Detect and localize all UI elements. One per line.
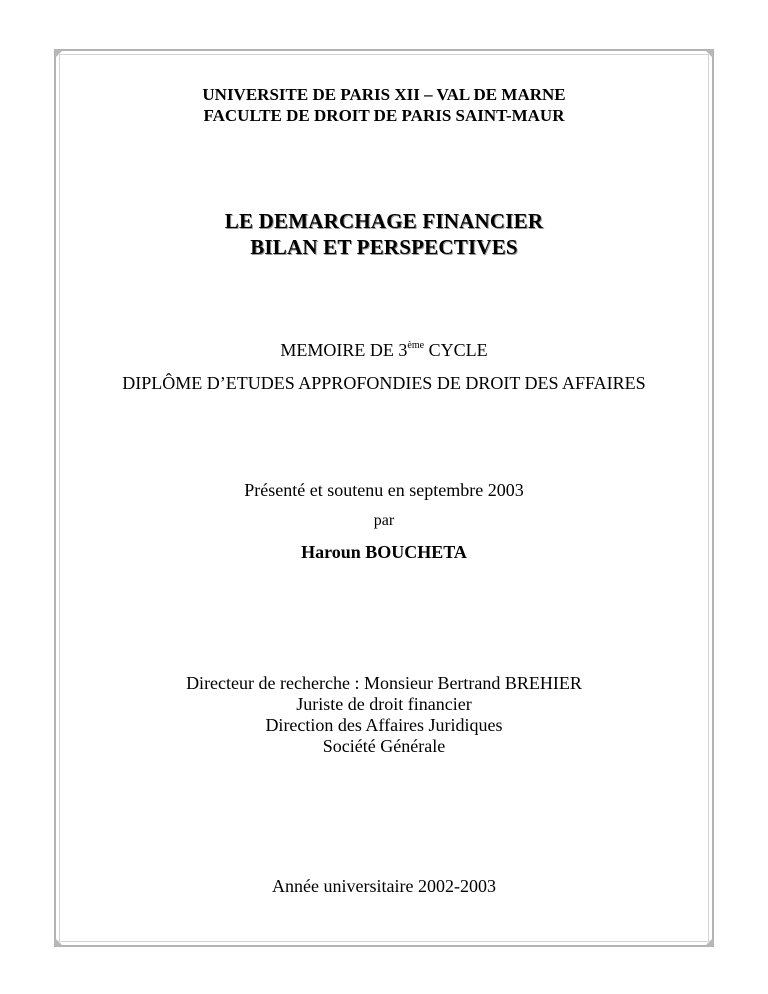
- title-line-2: BILAN ET PERSPECTIVES: [250, 235, 518, 259]
- director-block: [0, 673, 768, 757]
- academic-year: Année universitaire 2002-2003: [272, 876, 496, 896]
- author-name: Haroun BOUCHETA: [301, 542, 467, 562]
- institution-header: [0, 84, 768, 126]
- director-line-3: Direction des Affaires Juridiques: [265, 715, 503, 735]
- memoire-line: [0, 340, 768, 361]
- diploma-line: DIPLÔME D’ETUDES APPROFONDIES DE DROIT DES AFFAIRES: [122, 373, 646, 393]
- memoire-superscript: ème: [407, 340, 425, 351]
- faculty-name: FACULTE DE DROIT DE PARIS SAINT-MAUR: [203, 106, 565, 125]
- director-line-1: Directeur de recherche : Monsieur Bertrand BREHIER: [186, 673, 582, 693]
- title-line-1: LE DEMARCHAGE FINANCIER: [224, 209, 544, 233]
- thesis-title: [0, 208, 768, 260]
- university-name: UNIVERSITE DE PARIS XII – VAL DE MARNE: [202, 85, 566, 104]
- memoire-suffix: CYCLE: [424, 340, 488, 360]
- by-line: par: [373, 512, 395, 529]
- presented-line: Présenté et soutenu en septembre 2003: [244, 480, 524, 500]
- director-line-2: Juriste de droit financier: [296, 694, 472, 714]
- memoire-prefix: MEMOIRE DE 3: [280, 340, 408, 360]
- director-line-4: Société Générale: [322, 736, 446, 756]
